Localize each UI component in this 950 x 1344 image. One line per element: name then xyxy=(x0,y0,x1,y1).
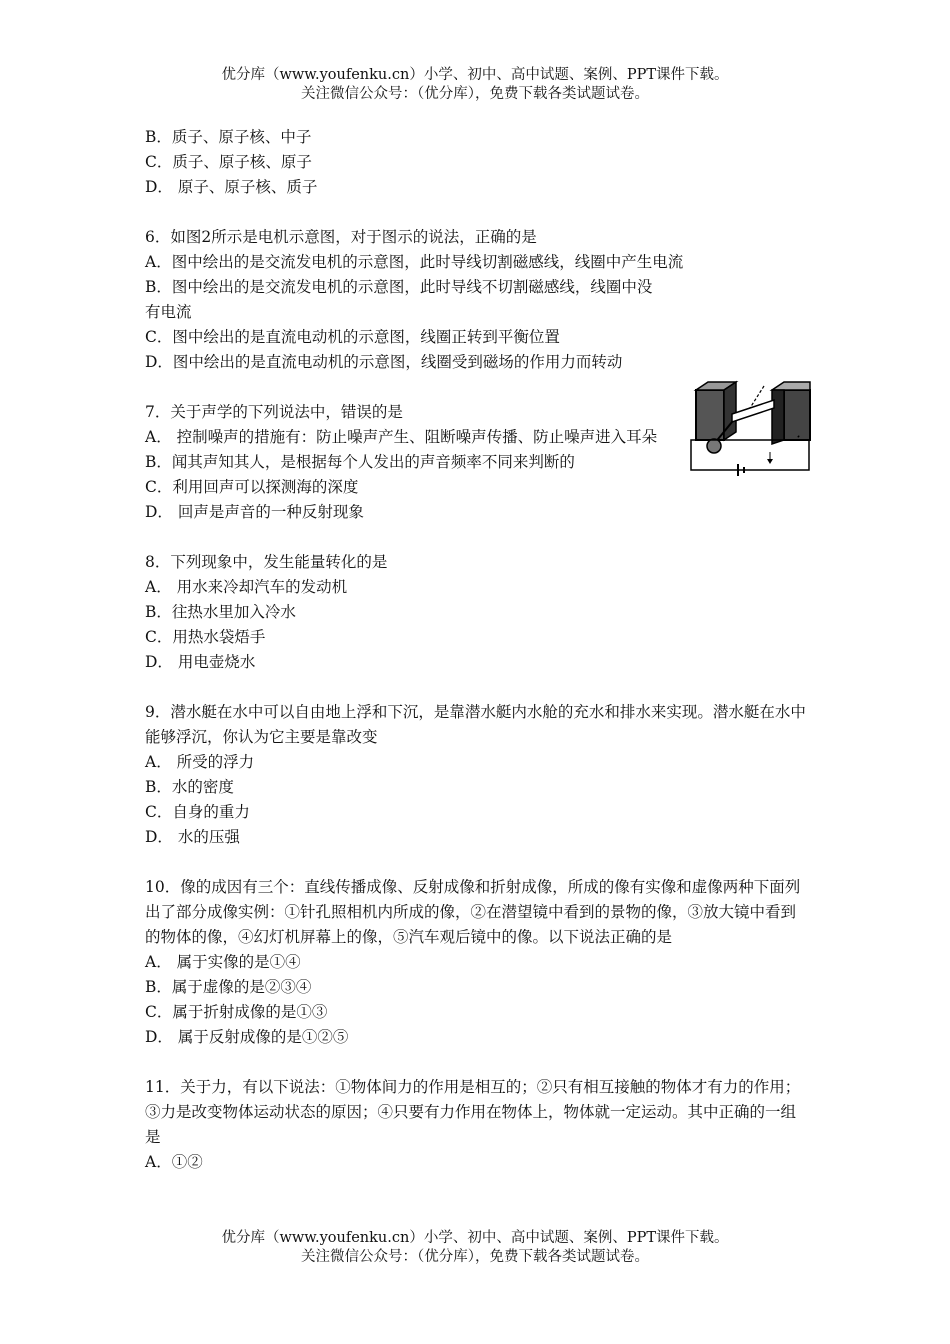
q8-option-b: B．往热水里加入冷水 xyxy=(145,603,296,621)
q5-option-c: C．质子、原子核、原子 xyxy=(145,153,312,171)
q11-option-a: A．①② xyxy=(145,1153,203,1171)
q9-option-c: C．自身的重力 xyxy=(145,803,250,821)
q8-option-a: A． 用水来冷却汽车的发动机 xyxy=(145,578,348,596)
page-header xyxy=(0,66,950,104)
q10-option-c: C．属于折射成像的是①③ xyxy=(145,1003,328,1021)
q8-option-c: C．用热水袋焐手 xyxy=(145,628,266,646)
q9-option-a: A． 所受的浮力 xyxy=(145,753,255,771)
q9-stem: 9．潜水艇在水中可以自由地上浮和下沉，是靠潜水艇内水舱的充水和排水来实现。潜水艇在水中能够浮沉，你认为它主要是靠改变 xyxy=(145,703,806,746)
q6-option-d: D．图中绘出的是直流电动机的示意图，线圈受到磁场的作用力而转动 xyxy=(145,353,623,371)
q8-stem: 8．下列现象中，发生能量转化的是 xyxy=(145,553,388,571)
q7-stem: 7．关于声学的下列说法中，错误的是 xyxy=(145,403,403,421)
q10-option-b: B．属于虚像的是②③④ xyxy=(145,978,312,996)
footer-line-2: 关注微信公众号：（优分库），免费下载各类试题试卷。 xyxy=(301,1249,649,1265)
q6-option-b: B．图中绘出的是交流发电机的示意图，此时导线不切割磁感线，线圈中没有电流 xyxy=(145,278,653,321)
page-footer xyxy=(0,1229,950,1267)
q10-option-d: D． 属于反射成像的是①②⑤ xyxy=(145,1028,349,1046)
q6-stem: 6．如图2所示是电机示意图，对于图示的说法，正确的是 xyxy=(145,228,537,246)
q8-option-d: D． 用电壶烧水 xyxy=(145,653,256,671)
q6-option-a: A．图中绘出的是交流发电机的示意图，此时导线切割磁感线，线圈中产生电流 xyxy=(145,253,684,271)
q9-option-d: D． 水的压强 xyxy=(145,828,240,846)
header-line-2: 关注微信公众号：（优分库），免费下载各类试题试卷。 xyxy=(301,86,649,102)
q7-option-a: A． 控制噪声的措施有：防止噪声产生、阻断噪声传播、防止噪声进入耳朵 xyxy=(145,428,658,446)
motor-diagram-figure xyxy=(688,378,813,478)
q7-option-b: B．闻其声知其人，是根据每个人发出的声音频率不同来判断的 xyxy=(145,453,575,471)
header-line-1: 优分库（www.youfenku.cn）小学、初中、高中试题、案例、PPT课件下载。 xyxy=(221,67,729,83)
q10-option-a: A． 属于实像的是①④ xyxy=(145,953,301,971)
question-6 xyxy=(145,225,810,375)
magnet-left xyxy=(696,390,724,440)
footer-line-1: 优分库（www.youfenku.cn）小学、初中、高中试题、案例、PPT课件下载。 xyxy=(221,1230,729,1246)
commutator xyxy=(707,439,721,453)
magnet-right xyxy=(784,390,810,440)
q11-stem: 11．关于力，有以下说法：①物体间力的作用是相互的；②只有相互接触的物体才有力的作用；③力是改变物体运动状态的原因；④只要有力作用在物体上，物体就一定运动。其中正确的一组是 xyxy=(145,1078,801,1146)
q5-option-b: B．质子、原子核、中子 xyxy=(145,128,312,146)
q10-stem: 10．像的成因有三个：直线传播成像、反射成像和折射成像，所成的像有实像和虚像两种下面列出了部分成像实例：①针孔照相机内所成的像，②在潜望镜中看到的景物的像，③放大镜中看到的物体的像，④幻灯机屏幕上的像，⑤汽车观后镜中的像。以下说法正确的是 xyxy=(145,878,801,946)
q5-option-d: D． 原子、原子核、质子 xyxy=(145,178,318,196)
question-content xyxy=(145,125,810,1175)
q9-option-b: B．水的密度 xyxy=(145,778,234,796)
q7-option-d: D． 回声是声音的一种反射现象 xyxy=(145,503,364,521)
q7-option-c: C．利用回声可以探测海的深度 xyxy=(145,478,359,496)
q6-option-c: C．图中绘出的是直流电动机的示意图，线圈正转到平衡位置 xyxy=(145,328,560,346)
